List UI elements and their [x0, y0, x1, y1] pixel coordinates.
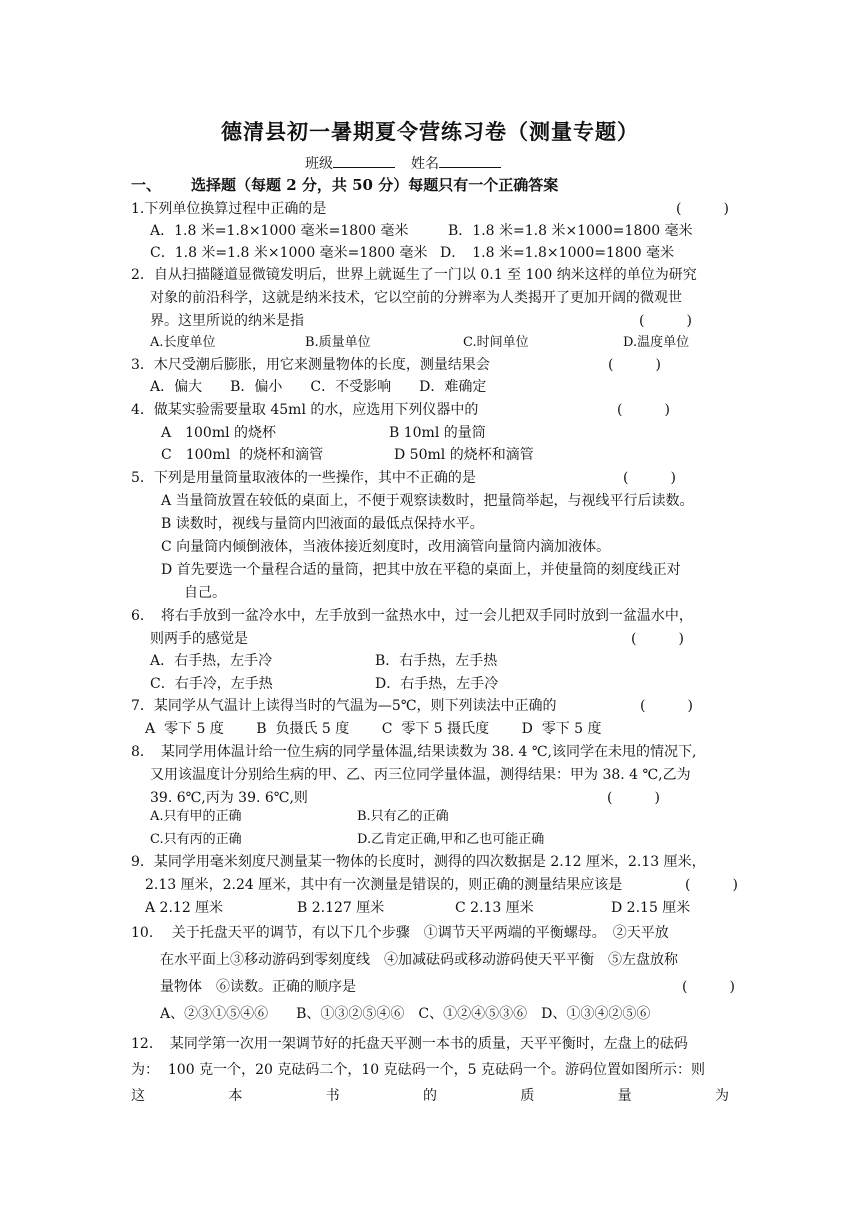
- q12-word: 这: [131, 1088, 145, 1104]
- q8-option-c: C.只有丙的正确: [150, 832, 242, 847]
- q6-option-c: C．右手冷，左手热: [150, 676, 273, 692]
- q10-options: A、②③①⑤④⑥ B、①③②⑤④⑥ C、①②④⑤③⑥ D、①③④②⑤⑥: [160, 1006, 651, 1022]
- q8-line-1: 8． 某同学用体温计给一位生病的同学量体温,结果读数为 38. 4 ℃,该同学在未甩的情况下,: [131, 744, 697, 760]
- section-number: 一、: [131, 176, 162, 194]
- section-heading: 选择题（每题 2 分，共 50 分）每题只有一个正确答案: [191, 176, 559, 194]
- q7-answer-paren: ( ): [640, 698, 693, 714]
- q4-option-b: B 10ml 的量筒: [389, 425, 486, 441]
- q9-option-b: B 2.127 厘米: [297, 900, 385, 916]
- q12-word: 为: [714, 1088, 729, 1104]
- q3-answer-paren: ( ): [608, 357, 661, 373]
- q2-option-a: A.长度单位: [150, 335, 216, 350]
- q3-stem: 3．木尺受潮后膨胀，用它来测量物体的长度，测量结果会: [131, 357, 490, 373]
- q2-option-b: B.质量单位: [305, 335, 371, 350]
- q6-option-d: D．右手热，左手冷: [375, 676, 499, 692]
- q7-stem: 7．某同学从气温计上读得当时的气温为—5℃，则下列读法中正确的: [131, 698, 557, 714]
- q5-option-c: C 向量筒内倾倒液体，当液体接近刻度时，改用滴管向量筒内滴加液体。: [161, 539, 611, 555]
- q9-answer-paren: ( ): [685, 877, 738, 893]
- q4-option-c: C 100ml 的烧杯和滴管: [161, 447, 324, 463]
- q4-answer-paren: ( ): [617, 402, 670, 418]
- q8-line-2: 又用该温度计分别给生病的甲、乙、丙三位同学量体温，测得结果：甲为 38. 4 ℃,乙为: [150, 767, 691, 783]
- q12-word: 质: [520, 1088, 535, 1104]
- q1-answer-paren: ( ): [676, 201, 729, 217]
- class-blank: [333, 153, 395, 168]
- name-field: [411, 153, 501, 174]
- q9-line-2: 2.13 厘米，2.24 厘米，其中有一次测量是错误的，则正确的测量结果应该是: [145, 877, 623, 893]
- q9-option-d: D 2.15 厘米: [611, 900, 691, 916]
- q1-option-b: B．1.8 米=1.8 米×1000=1800 毫米: [448, 223, 693, 239]
- q10-answer-paren: ( ): [682, 979, 735, 995]
- q10-line-3: 量物体 ⑥读数。正确的顺序是: [160, 979, 356, 995]
- q12-word: 量: [617, 1088, 632, 1104]
- q12-line-3: [131, 1086, 729, 1106]
- q2-option-c: C.时间单位: [463, 335, 529, 350]
- q5-option-d-line-1: D 首先要选一个量程合适的量筒，把其中放在平稳的桌面上，并使量筒的刻度线正对: [161, 562, 681, 578]
- name-label: 姓名: [411, 156, 439, 172]
- q12-line-1: 12． 某同学第一次用一架调节好的托盘天平测一本书的质量，天平平衡时，左盘上的砝码: [131, 1036, 688, 1052]
- q2-option-d: D.温度单位: [623, 335, 690, 350]
- q8-line-3: 39. 6℃,丙为 39. 6℃,则: [150, 790, 308, 806]
- q2-line-3: 界。这里所说的纳米是指: [150, 313, 304, 329]
- class-field: [305, 153, 395, 174]
- q9-option-a: A 2.12 厘米: [145, 900, 224, 916]
- q2-answer-paren: ( ): [639, 313, 692, 329]
- q2-line-2: 对象的前沿科学，这就是纳米技术，它以空前的分辨率为人类揭开了更加开阔的微观世: [150, 290, 682, 306]
- q8-option-d: D.乙肯定正确,甲和乙也可能正确: [357, 832, 545, 847]
- q8-answer-paren: ( ): [607, 790, 660, 806]
- q12-word: 书: [325, 1088, 340, 1104]
- q10-line-2: 在水平面上③移动游码到零刻度线 ④加减砝码或移动游码使天平平衡 ⑤左盘放称: [160, 952, 678, 968]
- q6-option-b: B．右手热，左手热: [375, 653, 498, 669]
- q5-stem: 5．下列是用量筒量取液体的一些操作，其中不正确的是: [131, 470, 476, 486]
- q6-answer-paren: ( ): [631, 631, 684, 647]
- q9-line-1: 9．某同学用毫米刻度尺测量某一物体的长度时，测得的四次数据是 2.12 厘米，2.13 厘米，: [131, 854, 706, 870]
- q1-option-d: D． 1.8 米=1.8×1000=1800 毫米: [440, 245, 675, 261]
- q10-line-1: 10. 关于托盘天平的调节，有以下几个步骤 ①调节天平两端的平衡螺母。 ②天平放: [131, 925, 669, 941]
- q5-option-a: A 当量筒放置在较低的桌面上，不便于观察读数时，把量筒举起，与视线平行后读数。: [161, 493, 694, 509]
- q8-option-b: B.只有乙的正确: [357, 809, 449, 824]
- q12-word: 本: [228, 1088, 243, 1104]
- name-blank: [439, 153, 501, 168]
- q3-options: A．偏大 B．偏小 C．不受影响 D．难确定: [150, 379, 487, 395]
- q5-option-b: B 读数时，视线与量筒内凹液面的最低点保持水平。: [161, 516, 484, 532]
- q2-line-1: 2．自从扫描隧道显微镜发明后，世界上就诞生了一门以 0.1 至 100 纳米这样的单位为研究: [131, 267, 697, 283]
- q7-options: A 零下 5 度 B 负摄氏 5 度 C 零下 5 摄氏度 D 零下 5 度: [145, 721, 602, 737]
- q4-option-a: A 100ml 的烧杯: [161, 425, 277, 441]
- q8-option-a: A.只有甲的正确: [150, 809, 242, 824]
- class-label: 班级: [305, 156, 333, 172]
- q1-option-c: C．1.8 米=1.8 米×1000 毫米=1800 毫米: [150, 245, 428, 261]
- q12-word: 的: [422, 1088, 437, 1104]
- q4-stem: 4．做某实验需要量取 45ml 的水，应选用下列仪器中的: [131, 402, 479, 418]
- q9-option-c: C 2.13 厘米: [455, 900, 534, 916]
- q6-option-a: A．右手热，左手冷: [150, 653, 273, 669]
- page-title: 德清县初一暑期夏令营练习卷（测量专题）: [221, 119, 639, 144]
- q5-option-d-line-2: 自己。: [184, 585, 226, 601]
- q12-line-2: 为： 100 克一个，20 克砝码二个，10 克砝码一个，5 克砝码一个。游码位置如图所示：则: [131, 1062, 705, 1078]
- q6-line-2: 则两手的感觉是: [150, 631, 248, 647]
- q6-line-1: 6． 将右手放到一盆冷水中，左手放到一盆热水中，过一会儿把双手同时放到一盆温水中，: [131, 608, 693, 624]
- q1-option-a: A．1.8 米=1.8×1000 毫米=1800 毫米: [150, 223, 409, 239]
- q4-option-d: D 50ml 的烧杯和滴管: [394, 447, 534, 463]
- q1-stem: 1.下列单位换算过程中正确的是: [131, 201, 327, 217]
- q5-answer-paren: ( ): [623, 470, 676, 486]
